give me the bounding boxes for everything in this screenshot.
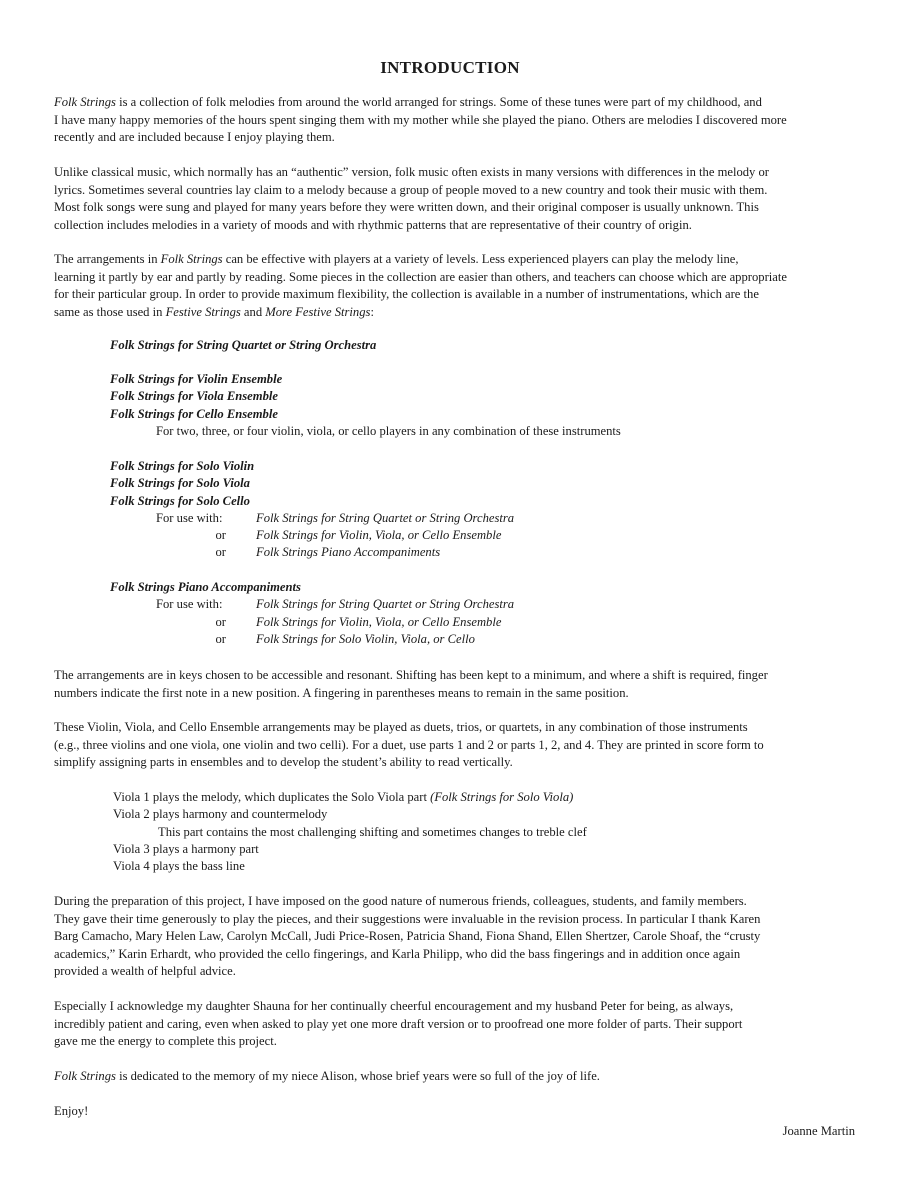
arrangements-paragraph xyxy=(54,251,854,321)
use-with-row xyxy=(110,510,514,527)
folk-music-paragraph xyxy=(54,164,854,234)
edition-viola-ensemble: Folk Strings for Viola Ensemble xyxy=(110,389,278,404)
book-title: Festive Strings xyxy=(165,304,241,319)
viola-parts-list xyxy=(113,789,587,875)
ensemble-editions xyxy=(110,371,621,440)
editions-list xyxy=(110,337,376,354)
use-with-row xyxy=(110,631,514,648)
use-with-label: For use with: xyxy=(156,597,223,612)
text-span: can be effective with players at a variety of levels. Less experienced players can play the melody line, xyxy=(222,252,739,266)
text-line: Most folk songs were sung and played for many years before they were written down, and their original composer is usually unknown. This xyxy=(54,200,759,215)
text-line: collection includes melodies in a variety of moods and with rhythmic patterns that are representative of their country of origin. xyxy=(54,217,692,232)
edition-piano: Folk Strings Piano Accompaniments xyxy=(110,580,301,594)
page-title: INTRODUCTION xyxy=(380,58,520,77)
text-line: The arrangements are in keys chosen to be accessible and resonant. Shifting has been kept to a minimum, and where a shift is required, finger xyxy=(54,668,768,682)
text-line xyxy=(54,251,854,269)
edition-quartet: Folk Strings for String Quartet or String Orchestra xyxy=(110,338,377,352)
use-with-title: Folk Strings for Solo Violin, Viola, or Cello xyxy=(256,631,475,646)
use-with-title: Folk Strings for Violin, Viola, or Cello Ensemble xyxy=(256,614,502,629)
text-span: Viola 1 plays the melody, which duplicates the Solo Viola part xyxy=(113,790,431,804)
solo-editions xyxy=(110,458,514,562)
use-with-label: For use with: xyxy=(156,510,223,525)
text-span: : xyxy=(370,304,374,319)
edition-violin-ensemble: Folk Strings for Violin Ensemble xyxy=(110,372,283,386)
text-line: recently and are included because I enjoy playing them. xyxy=(54,130,335,145)
text-line: learning it partly by ear and partly by reading. Some pieces in the collection are easier than others, and teachers can choose which are appropriate xyxy=(54,269,787,284)
text-line xyxy=(54,304,854,322)
use-with-title: Folk Strings for Violin, Viola, or Cello Ensemble xyxy=(256,528,502,543)
acknowledgements-paragraph xyxy=(54,893,854,981)
text-line: (e.g., three violins and one viola, one violin and two celli). For a duet, use parts 1 and 2 or parts 1, 2, and 4. They are printed in score form to xyxy=(54,737,764,752)
part-reference: (Folk Strings for Solo Viola) xyxy=(430,790,574,804)
use-with-row xyxy=(110,527,514,544)
use-with-row xyxy=(110,614,514,631)
family-paragraph xyxy=(54,998,854,1051)
book-title: Folk Strings xyxy=(54,95,116,109)
text-span: and xyxy=(240,304,266,319)
use-with-row xyxy=(110,596,514,613)
edition-cello-ensemble: Folk Strings for Cello Ensemble xyxy=(110,406,278,421)
closing: Enjoy! xyxy=(54,1104,89,1118)
viola-part-3: Viola 3 plays a harmony part xyxy=(113,841,259,856)
piano-edition xyxy=(110,579,514,648)
text-span: is dedicated to the memory of my niece Alison, whose brief years were so full of the joy of life. xyxy=(115,1069,600,1083)
text-line: During the preparation of this project, I have imposed on the good nature of numerous friends, colleagues, students, and family members. xyxy=(54,894,747,908)
book-title: Folk Strings xyxy=(160,252,223,266)
text-line: Unlike classical music, which normally has an “authentic” version, folk music often exists in many versions with differences in the melody or xyxy=(54,165,769,179)
viola-part-2-note: This part contains the most challenging shifting and sometimes changes to treble clef xyxy=(158,824,587,839)
keys-paragraph xyxy=(54,667,854,702)
text-line: These Violin, Viola, and Cello Ensemble arrangements may be played as duets, trios, or quartets, in any combination of those instruments xyxy=(54,720,748,734)
viola-part-1 xyxy=(113,789,587,806)
text-line xyxy=(54,94,854,112)
or-label: or xyxy=(215,614,226,629)
viola-part-4: Viola 4 plays the bass line xyxy=(113,859,245,874)
ensemble-note: For two, three, or four violin, viola, or cello players in any combination of these instruments xyxy=(156,423,621,438)
text-line: simplify assigning parts in ensembles and to develop the student’s ability to read vertically. xyxy=(54,755,513,770)
or-label: or xyxy=(215,545,226,560)
text-line: They gave their time generously to play the pieces, and their suggestions were invaluable in the revision process. In particular I thank Karen xyxy=(54,911,761,926)
text-line: for their particular group. In order to provide maximum flexibility, the collection is available in a number of instrumentations, which are the xyxy=(54,287,759,302)
text-span: The arrangements in xyxy=(54,252,161,266)
use-with-title: Folk Strings for String Quartet or String Orchestra xyxy=(256,597,515,612)
text-line: provided a wealth of helpful advice. xyxy=(54,964,236,979)
use-with-row xyxy=(110,544,514,561)
text-line: numbers indicate the first note in a new position. A fingering in parentheses means to remain in the same position. xyxy=(54,685,629,700)
edition-solo-violin: Folk Strings for Solo Violin xyxy=(110,459,255,473)
viola-part-2: Viola 2 plays harmony and countermelody xyxy=(113,807,328,822)
text-line: Especially I acknowledge my daughter Shauna for her continually cheerful encouragement and my husband Peter for being, as always, xyxy=(54,999,734,1013)
signature: Joanne Martin xyxy=(782,1124,855,1138)
text-line: Barg Camacho, Mary Helen Law, Carolyn McCall, Judi Price-Rosen, Patricia Shand, Fiona Shand, Ellen Shertzer, Carole Shoaf, the “crusty xyxy=(54,929,761,944)
text-line: I have many happy memories of the hours spent singing them with my mother while she played the piano. Others are melodies I discovered more xyxy=(54,112,787,127)
book-title: More Festive Strings xyxy=(265,304,371,319)
use-with-title: Folk Strings for String Quartet or String Orchestra xyxy=(256,510,515,525)
or-label: or xyxy=(215,528,226,543)
edition-solo-viola: Folk Strings for Solo Viola xyxy=(110,476,250,491)
text-line: incredibly patient and caring, even when asked to play yet one more draft version or to proofread one more folder of parts. Their support xyxy=(54,1016,743,1031)
text-line: gave me the energy to complete this project. xyxy=(54,1034,277,1049)
edition-solo-cello: Folk Strings for Solo Cello xyxy=(110,493,250,508)
use-with-title: Folk Strings Piano Accompaniments xyxy=(256,545,441,560)
text-line xyxy=(54,1068,854,1086)
book-title: Folk Strings xyxy=(54,1069,116,1083)
dedication-paragraph xyxy=(54,1068,854,1086)
intro-paragraph xyxy=(54,94,854,147)
text-line: academics,” Karin Erhardt, who provided the cello fingerings, and Karla Philipp, who did the bass fingerings and in addition once again xyxy=(54,946,741,961)
or-label: or xyxy=(215,631,226,646)
text-span: is a collection of folk melodies from around the world arranged for strings. Some of these tunes were part of my childhood, and xyxy=(115,95,762,109)
ensemble-paragraph xyxy=(54,719,854,772)
text-span: same as those used in xyxy=(54,304,166,319)
text-line: lyrics. Sometimes several countries lay claim to a melody because a group of people moved to a new country and took their music with them. xyxy=(54,182,768,197)
